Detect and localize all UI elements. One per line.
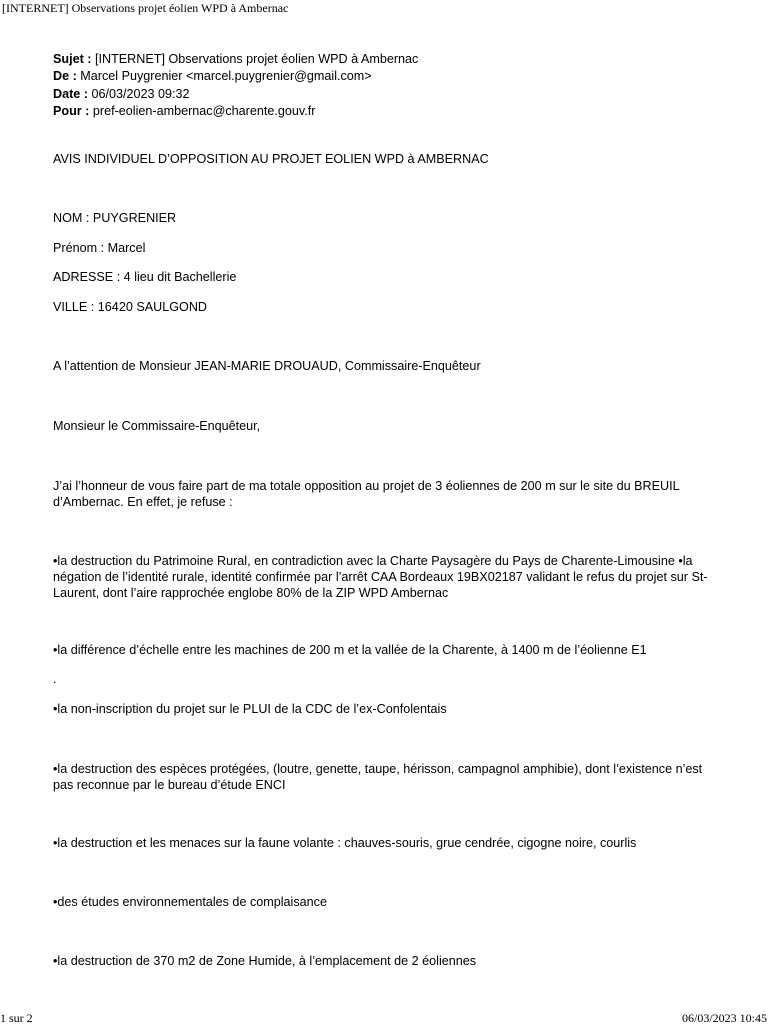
- notice-heading: AVIS INDIVIDUEL D’OPPOSITION AU PROJET EOLIEN WPD à AMBERNAC: [53, 152, 489, 166]
- email-subject-line: [53, 52, 418, 66]
- print-footer-page: 1 sur 2: [0, 1011, 33, 1025]
- salutation: Monsieur le Commissaire-Enquêteur,: [53, 419, 261, 433]
- list-item: •la destruction des espèces protégées, (loutre, genette, taupe, hérisson, campagnol amphibie), dont l’existence n’est pas reconnue par le bureau d’étude ENCI: [53, 762, 703, 792]
- print-header-title: [INTERNET] Observations projet éolien WPD à Ambernac: [2, 1, 289, 15]
- date-label: Date :: [53, 87, 88, 101]
- email-from-line: [53, 69, 372, 83]
- list-item: •la différence d’échelle entre les machines de 200 m et la vallée de la Charente, à 1400 m de l’éolienne E1: [53, 643, 647, 657]
- intro-paragraph: J’ai l’honneur de vous faire part de ma totale opposition au projet de 3 éoliennes de 200 m sur le site du BREUIL d’Ambernac. En effet, je refuse :: [53, 479, 680, 509]
- subject-value: [INTERNET] Observations projet éolien WPD à Ambernac: [94, 52, 419, 66]
- date-value: 06/03/2023 09:32: [91, 87, 190, 101]
- list-item: •des études environnementales de complaisance: [53, 895, 327, 909]
- from-value[interactable]: Marcel Puygrenier <marcel.puygrenier@gmail.com>: [80, 69, 372, 83]
- attention-line: A l’attention de Monsieur JEAN-MARIE DROUAUD, Commissaire-Enquêteur: [53, 359, 481, 373]
- field-nom: NOM : PUYGRENIER: [53, 211, 177, 225]
- to-label: Pour :: [53, 104, 90, 118]
- list-item: •la destruction du Patrimoine Rural, en contradiction avec la Charte Paysagère du Pays de Charente-Limousine •la négation de l’identité rurale, identité confirmée par l’arrêt CAA Bordeaux 19BX02187 validant le refus du projet sur St-Laurent, dont l’aire rapprochée englobe 80% de la ZIP WPD Ambernac: [53, 554, 708, 600]
- email-date-line: [53, 87, 190, 101]
- from-label: De :: [53, 69, 77, 83]
- field-adresse: ADRESSE : 4 lieu dit Bachellerie: [53, 270, 237, 284]
- list-item: •la destruction et les menaces sur la faune volante : chauves-souris, grue cendrée, cigogne noire, courlis: [53, 836, 637, 850]
- print-footer-datetime: 06/03/2023 10:45: [681, 1011, 767, 1025]
- to-value[interactable]: pref-eolien-ambernac@charente.gouv.fr: [92, 104, 316, 118]
- list-item: •la destruction de 370 m2 de Zone Humide, à l’emplacement de 2 éoliennes: [53, 954, 477, 968]
- list-item: .: [53, 672, 57, 686]
- email-to-line: [53, 104, 315, 118]
- list-item: •la non-inscription du projet sur le PLUI de la CDC de l’ex-Confolentais: [53, 702, 447, 716]
- field-prenom: Prénom : Marcel: [53, 241, 146, 255]
- field-ville: VILLE : 16420 SAULGOND: [53, 300, 208, 314]
- subject-label: Sujet :: [53, 52, 92, 66]
